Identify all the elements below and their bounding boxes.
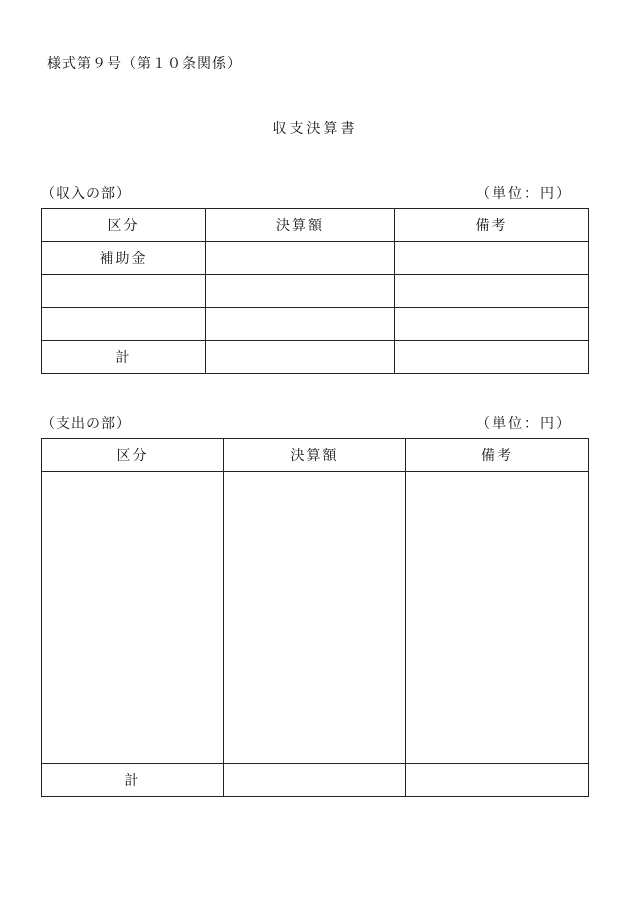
- table-total-row: [42, 341, 589, 374]
- table-header-row: [42, 209, 589, 242]
- cell-category: [42, 308, 206, 341]
- table-total-row: [42, 764, 589, 797]
- cell-remarks: [395, 308, 589, 341]
- header-category: 区分: [42, 439, 224, 472]
- cell-remarks: [395, 275, 589, 308]
- cell-total-amount: [206, 341, 395, 374]
- cell-category: 補助金: [42, 242, 206, 275]
- cell-category: [42, 275, 206, 308]
- cell-remarks: [406, 472, 589, 764]
- cell-amount: [206, 308, 395, 341]
- income-table: [41, 208, 589, 374]
- cell-total-remarks: [406, 764, 589, 797]
- cell-remarks: [395, 242, 589, 275]
- cell-amount: [224, 472, 406, 764]
- cell-category: [42, 472, 224, 764]
- cell-total-label: 計: [42, 764, 224, 797]
- cell-amount: [206, 275, 395, 308]
- header-category: 区分: [42, 209, 206, 242]
- income-unit-label: （単位：円）: [476, 186, 572, 202]
- table-row: [42, 472, 589, 764]
- table-row: [42, 275, 589, 308]
- expense-section-label: （支出の部）: [41, 416, 131, 432]
- header-remarks: 備考: [395, 209, 589, 242]
- cell-total-remarks: [395, 341, 589, 374]
- header-settled-amount: 決算額: [206, 209, 395, 242]
- cell-total-amount: [224, 764, 406, 797]
- form-number: 様式第９号（第１０条関係）: [47, 56, 242, 72]
- cell-total-label: 計: [42, 341, 206, 374]
- expense-table: [41, 438, 589, 797]
- document-title: 収支決算書: [272, 121, 358, 137]
- header-settled-amount: 決算額: [224, 439, 406, 472]
- header-remarks: 備考: [406, 439, 589, 472]
- table-header-row: [42, 439, 589, 472]
- table-row: [42, 242, 589, 275]
- cell-amount: [206, 242, 395, 275]
- income-section-label: （収入の部）: [41, 186, 131, 202]
- expense-unit-label: （単位：円）: [476, 416, 572, 432]
- table-row: [42, 308, 589, 341]
